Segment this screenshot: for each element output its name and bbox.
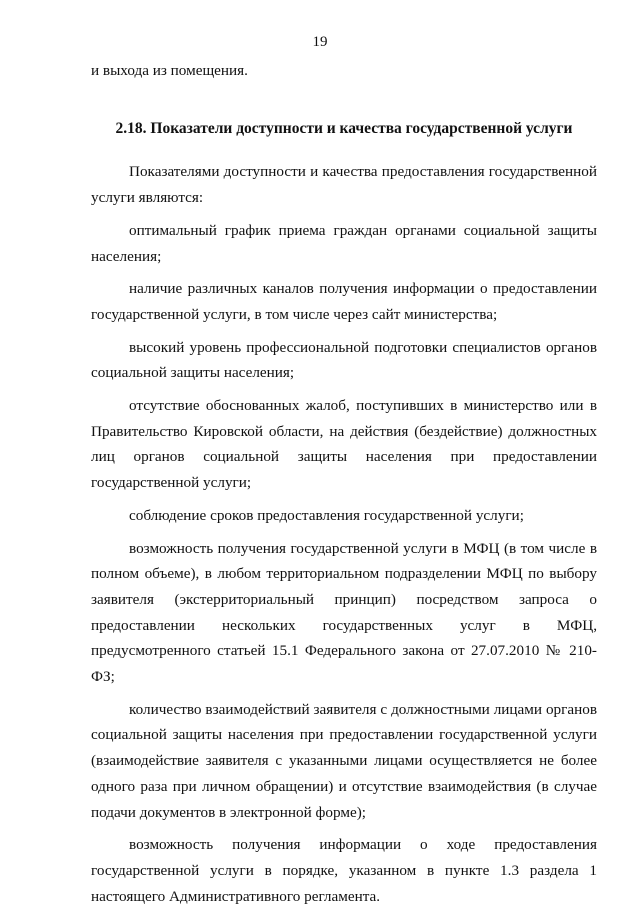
paragraph-interactions: количество взаимодействий заявителя с должностными лицами органов социальной защиты населения при предоставлении государственной услуги (взаимодействие заявителя с указанными лицами осуществляется не более одного раза при личном обращении) и отсутствие взаимодействия (в случае подачи документов в электронной форме); (91, 700, 597, 821)
paragraph-intro: Показателями доступности и качества предоставления государственной услуги являются: (91, 163, 597, 207)
paragraph-info-channels: наличие различных каналов получения информации о предоставлении государственной услуги, в том числе через сайт министерства; (91, 280, 597, 323)
paragraph-deadlines: соблюдение сроков предоставления государственной услуги; (129, 506, 524, 524)
paragraph-schedule: оптимальный график приема граждан органами социальной защиты населения; (91, 221, 597, 265)
paragraph-no-complaints: отсутствие обоснованных жалоб, поступивших в министерство или в Правительство Кировской области, на действия (бездействие) должностных лиц органов социальной защиты населения при предоставлении государственной услуги; (91, 397, 597, 492)
paragraph-progress-info: возможность получения информации о ходе предоставления государственной услуги в порядке, указанном в пункте 1.3 раздела 1 настоящего Административного регламента. (91, 836, 597, 905)
page-number: 19 (312, 34, 328, 50)
continuation-text: и выхода из помещения. (91, 62, 248, 79)
paragraph-staff-training: высокий уровень профессиональной подготовки специалистов органов социальной защиты населения; (91, 338, 597, 382)
document-body (91, 58, 597, 909)
section-heading: 2.18. Показатели доступности и качества государственной услуги (115, 119, 573, 137)
paragraph-mfc: возможность получения государственной услуги в МФЦ (в том числе в полном объеме), в любом территориальном подразделении МФЦ по выбору заявителя (экстерриториальный принцип) посредством запроса о предоставлении нескольких государственных услуг в МФЦ, предусмотренного статьей 15.1 Федерального закона от 27.07.2010 № 210-ФЗ; (91, 539, 597, 686)
